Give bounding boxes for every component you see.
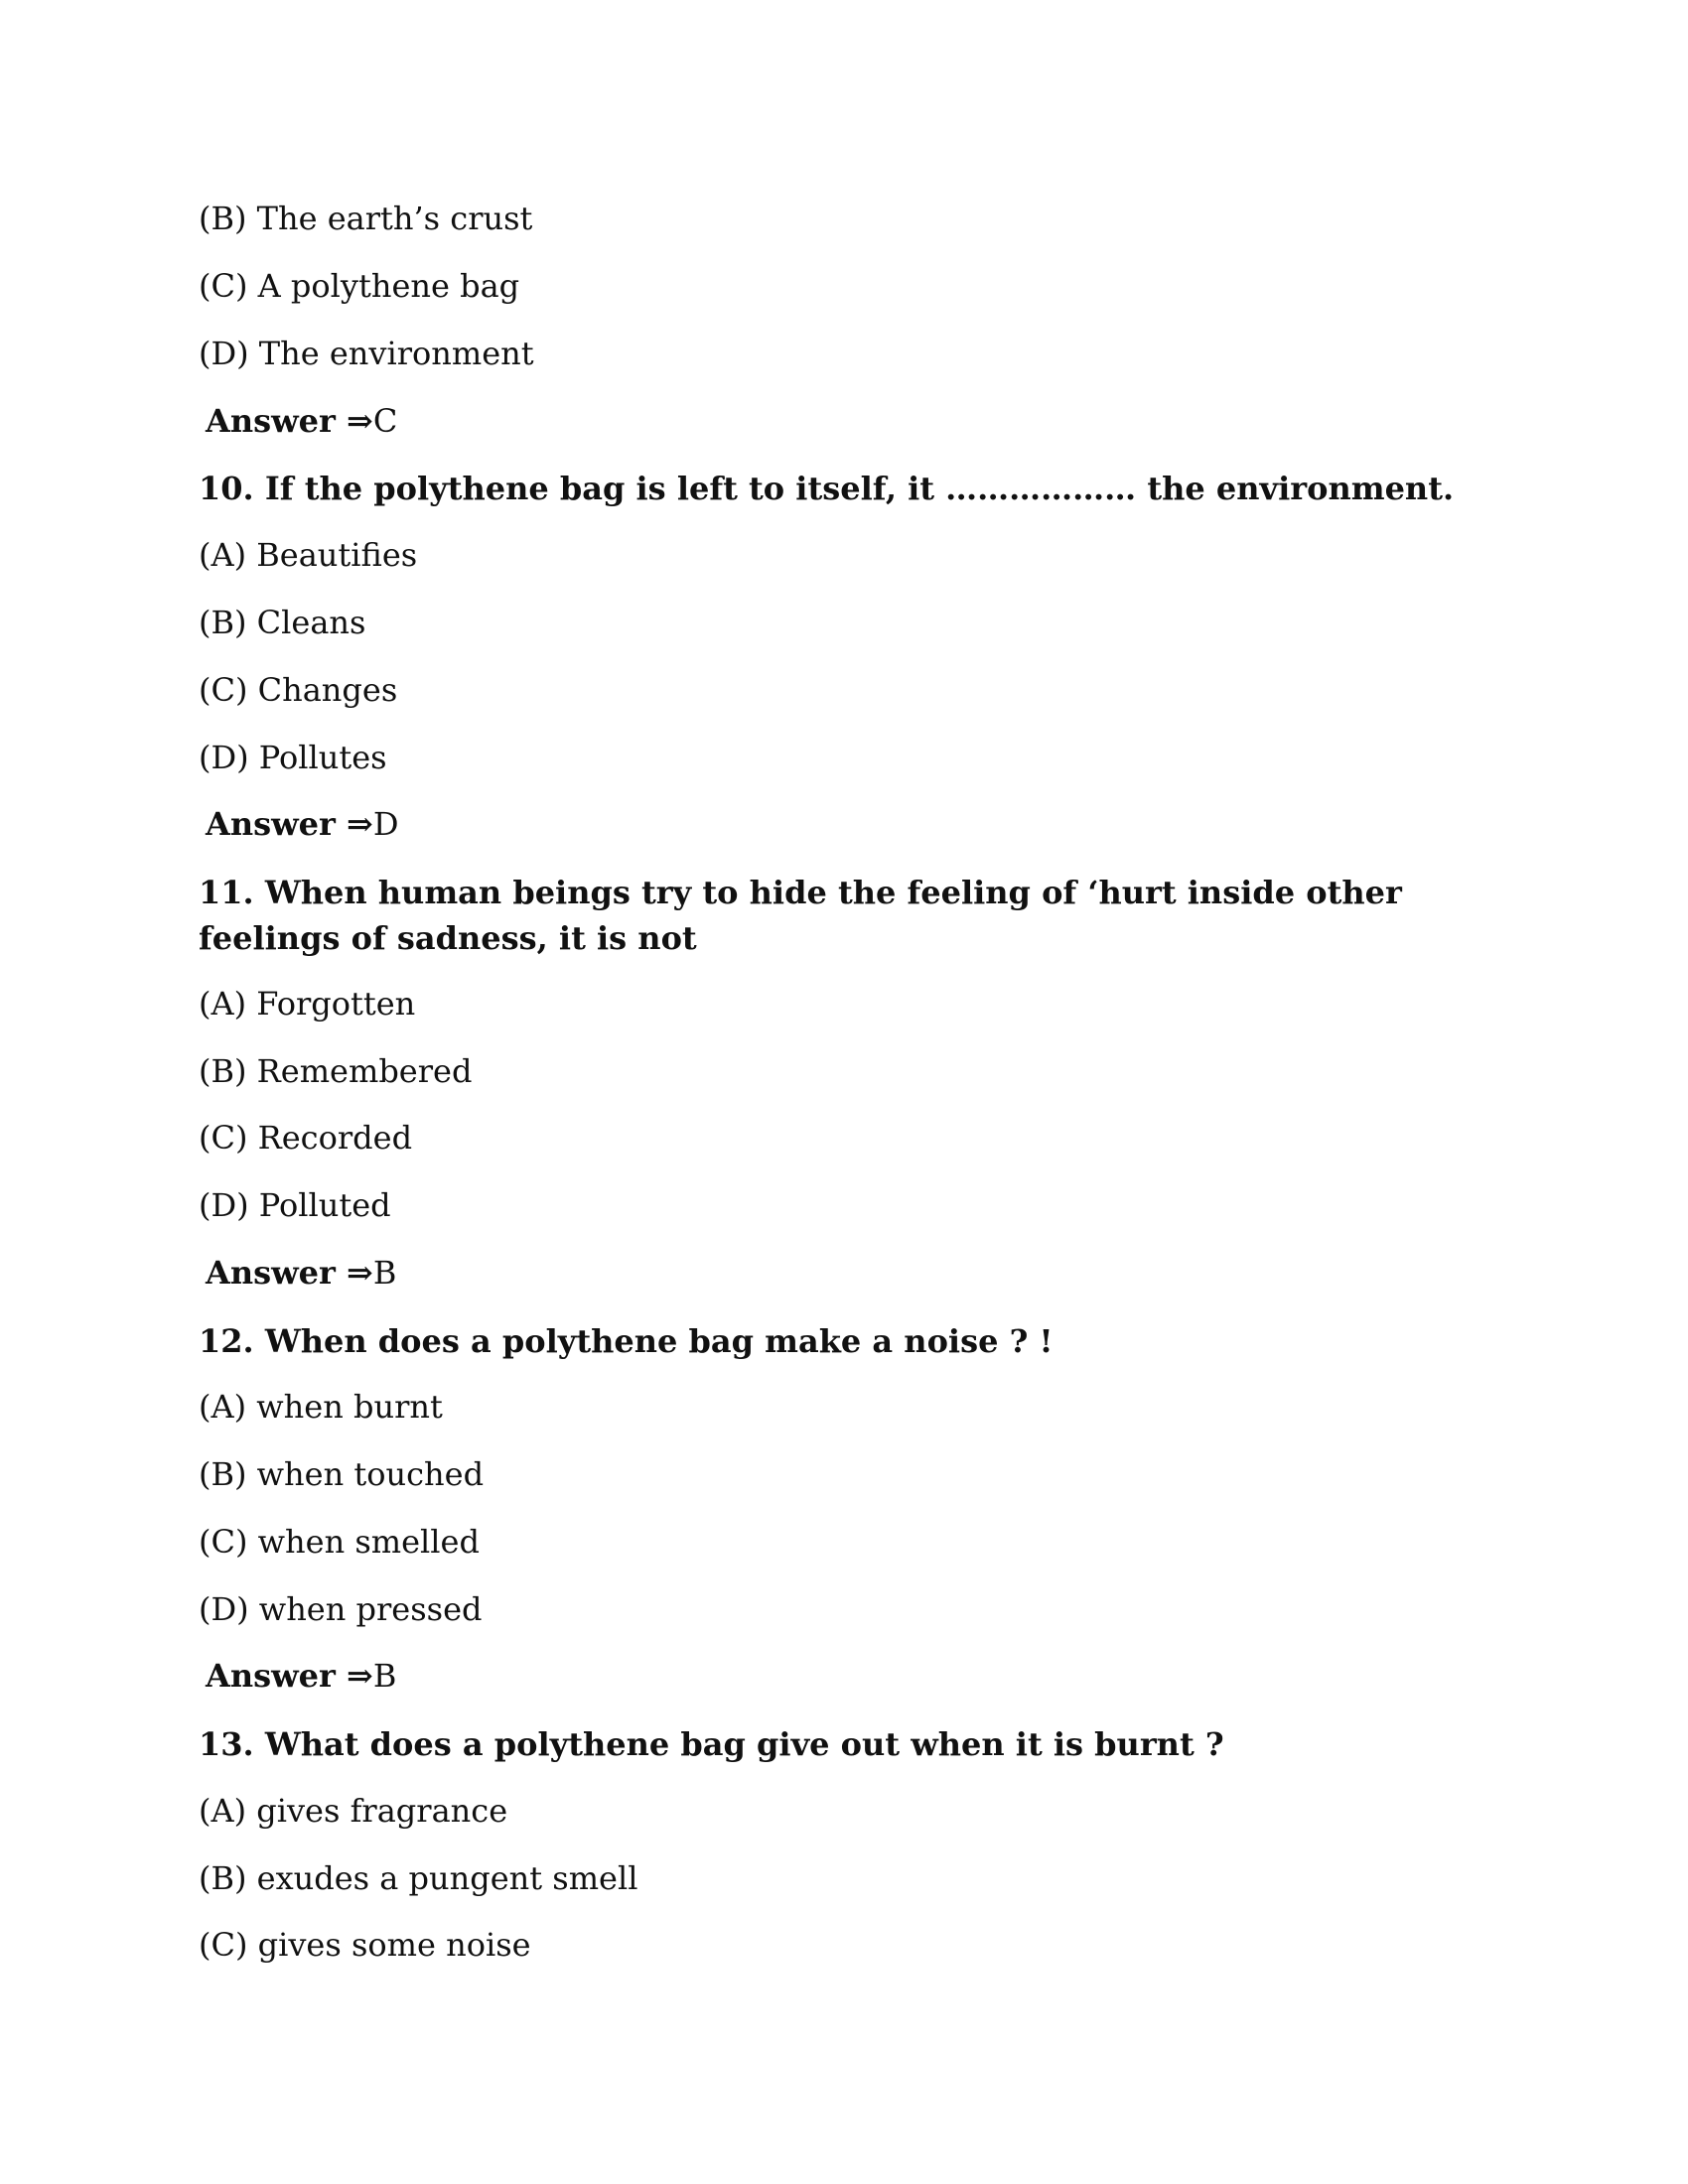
answer-label: Answer [206,805,336,843]
option-a-gives-fragrance: (A) gives fragrance [199,1792,508,1830]
option-b-exudes-pungent-smell: (B) exudes a pungent smell [199,1859,638,1897]
option-b-earths-crust: (B) The earth’s crust [199,200,533,237]
question-12: 12. When does a polythene bag make a noise ? ! [199,1322,1054,1360]
answer-arrow: ⇒ [347,1657,373,1695]
answer-line [206,1654,396,1698]
answer-letter: B [372,1657,397,1695]
option-d-pollutes: (D) Pollutes [199,739,387,776]
option-a-when-burnt: (A) when burnt [199,1388,443,1426]
answer-letter: C [372,402,398,440]
option-c-polythene-bag: (C) A polythene bag [199,267,520,305]
option-c-recorded: (C) Recorded [199,1119,413,1157]
question-13: 13. What does a polythene bag give out when it is burnt ? [199,1725,1224,1763]
option-c-when-smelled: (C) when smelled [199,1523,480,1561]
answer-arrow: ⇒ [347,402,373,440]
answer-line [206,1251,396,1295]
option-d-environment: (D) The environment [199,335,534,372]
answer-arrow: ⇒ [347,805,373,843]
option-b-when-touched: (B) when touched [199,1455,485,1493]
option-d-when-pressed: (D) when pressed [199,1590,483,1628]
answer-letter: D [372,805,399,843]
option-c-changes: (C) Changes [199,671,398,709]
answer-label: Answer [206,1657,336,1695]
question-10: 10. If the polythene bag is left to itself, it ……………… the environment. [199,470,1455,507]
answer-label: Answer [206,402,336,440]
answer-letter: B [372,1254,397,1292]
answer-line [206,802,398,846]
option-b-remembered: (B) Remembered [199,1052,473,1090]
option-d-polluted: (D) Polluted [199,1186,391,1224]
option-c-gives-some-noise: (C) gives some noise [199,1926,531,1964]
question-11: 11. When human beings try to hide the feeling of ‘hurt inside other feelings of sadness, it is not [199,874,1402,957]
answer-label: Answer [206,1254,336,1292]
option-a-beautifies: (A) Beautifies [199,536,418,574]
answer-arrow: ⇒ [347,1254,373,1292]
answer-line [206,399,397,443]
option-b-cleans: (B) Cleans [199,604,366,641]
option-a-forgotten: (A) Forgotten [199,985,416,1023]
